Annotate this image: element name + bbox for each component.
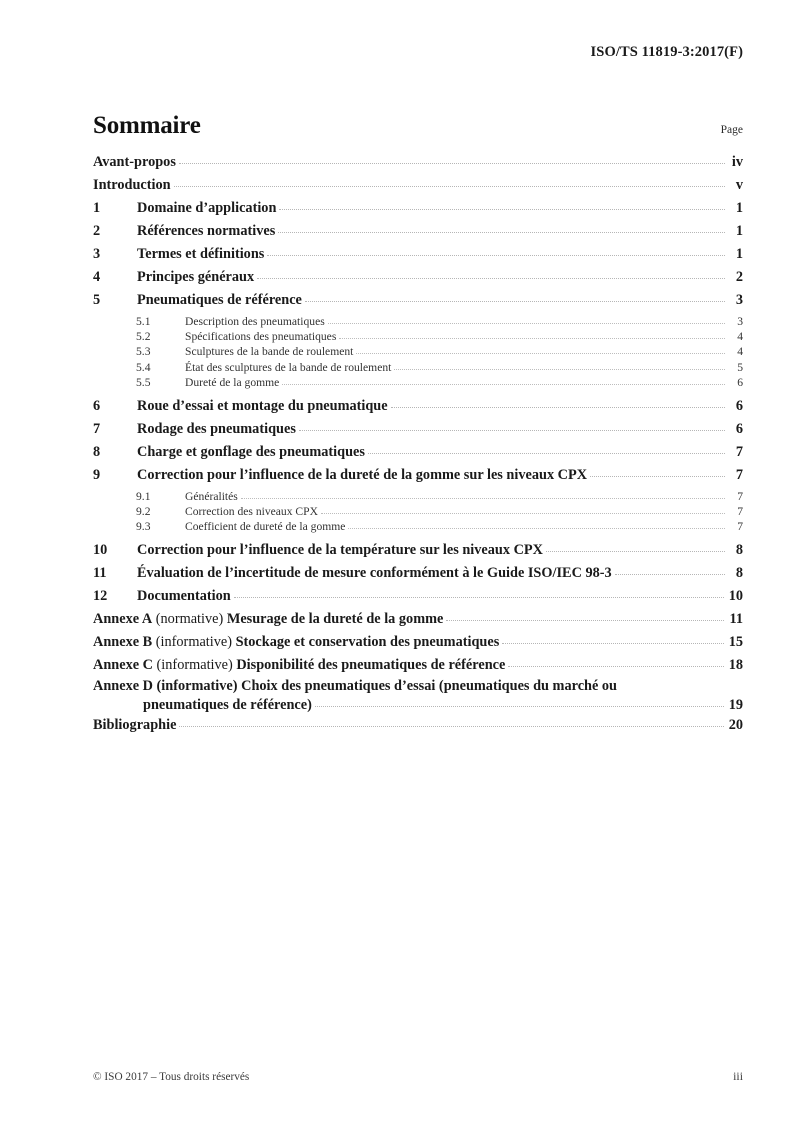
toc-entry-page: iv (731, 154, 743, 171)
toc-entry-page: 5 (737, 360, 743, 374)
toc-entry-clause-5[interactable] (93, 290, 743, 313)
dot-leader (296, 419, 727, 433)
toc-entry-number: 5.5 (136, 376, 151, 390)
toc-entry-title: Charge et gonflage des pneumatiques (137, 444, 365, 461)
toc-entry-annex-c[interactable] (93, 655, 743, 678)
toc-entry-title (93, 678, 743, 695)
toc-entry-number: 12 (93, 588, 108, 605)
toc-entry-title: Spécifications des pneumatiques (185, 329, 337, 343)
toc-entry-number: 9.1 (136, 489, 151, 503)
toc-entry-title: Correction des niveaux CPX (185, 504, 318, 518)
toc-entry-title: Introduction (93, 177, 171, 194)
dot-leader (318, 503, 727, 515)
dot-leader (171, 175, 727, 189)
toc-entry-number: 5.2 (136, 329, 151, 343)
toc-entry-number: 7 (93, 421, 101, 438)
toc-entry-clause-2[interactable] (93, 221, 743, 244)
toc-entry-number: 5 (93, 292, 101, 309)
toc-entry-clause-5-4[interactable] (93, 359, 743, 374)
toc-entry-page: 6 (735, 421, 743, 438)
toc-entry-clause-7[interactable] (93, 419, 743, 442)
toc-entry-title (93, 634, 499, 651)
dot-leader (312, 695, 726, 709)
toc-entry-page: 6 (735, 398, 743, 415)
dot-leader (279, 375, 727, 387)
toc-entry-number: 5.1 (136, 314, 151, 328)
toc-entry-title (93, 611, 443, 628)
dot-leader (276, 198, 727, 212)
toc-entry-page: 6 (737, 376, 743, 390)
copyright-notice: © ISO 2017 – Tous droits réservés (93, 1071, 250, 1083)
page-column-label: Page (720, 124, 743, 136)
toc-entry-title: Description des pneumatiques (185, 314, 325, 328)
toc-entry-page: 8 (735, 565, 743, 582)
toc-entry-clause-9[interactable] (93, 465, 743, 488)
toc-entry-title-continuation (93, 695, 743, 714)
toc-entry-page: 4 (737, 345, 743, 359)
toc-entry-clause-4[interactable] (93, 267, 743, 290)
toc-entry-title: Documentation (137, 588, 231, 605)
dot-leader (499, 632, 725, 646)
toc-entry-clause-5-2[interactable] (93, 328, 743, 343)
toc-entry-page: 3 (737, 314, 743, 328)
toc-entry-number: 2 (93, 223, 101, 240)
toc-entry-clause-11[interactable] (93, 563, 743, 586)
toc-entry-title: Correction pour l’influence de la température sur les niveaux CPX (137, 542, 543, 559)
dot-leader (353, 344, 727, 356)
toc-entry-annex-a[interactable] (93, 609, 743, 632)
toc-entry-number: 9 (93, 467, 101, 484)
document-reference-header: ISO/TS 11819-3:2017(F) (590, 44, 743, 60)
toc-entry-page: 10 (728, 588, 743, 605)
table-of-contents (93, 152, 743, 737)
dot-leader (254, 267, 727, 281)
dot-leader (391, 359, 727, 371)
dot-leader (176, 152, 727, 166)
page-folio: iii (733, 1069, 743, 1083)
toc-entry-bibliography[interactable] (93, 714, 743, 737)
dot-leader (505, 655, 725, 669)
toc-entry-page: 7 (737, 520, 743, 534)
toc-entry-clause-3[interactable] (93, 244, 743, 267)
toc-entry-page: 2 (735, 269, 743, 286)
toc-entry-number: 9.2 (136, 504, 151, 518)
toc-entry-page: 1 (735, 246, 743, 263)
page-footer (93, 1069, 743, 1084)
toc-entry-annex-d[interactable] (93, 678, 743, 714)
toc-entry-number: 5.4 (136, 360, 151, 374)
toc-entry-page: v (735, 177, 743, 194)
toc-entry-title: Généralités (185, 489, 238, 503)
dot-leader (275, 221, 727, 235)
toc-entry-title: Références normatives (137, 223, 276, 240)
toc-entry-page: 7 (735, 467, 743, 484)
toc-entry-number: 1 (93, 200, 101, 217)
toc-entry-annex-b[interactable] (93, 632, 743, 655)
toc-entry-page: 1 (735, 223, 743, 240)
toc-entry-number: 10 (93, 542, 108, 559)
toc-entry-number: 4 (93, 269, 101, 286)
toc-title-row (93, 106, 743, 140)
toc-entry-page: 18 (728, 657, 743, 674)
dot-leader (587, 465, 727, 479)
dot-leader (302, 290, 727, 304)
toc-entry-clause-5-1[interactable] (93, 313, 743, 328)
toc-entry-number: 11 (93, 565, 107, 582)
annex-kind-text: (normative) (155, 611, 224, 628)
toc-entry-clause-9-2[interactable] (93, 503, 743, 518)
dot-leader (238, 488, 727, 500)
toc-entry-title: Bibliographie (93, 716, 177, 733)
toc-entry-clause-5-3[interactable] (93, 344, 743, 359)
toc-entry-number: 8 (93, 444, 101, 461)
annex-title-text: Disponibilité des pneumatiques de référence (236, 657, 506, 674)
dot-leader (231, 586, 726, 600)
dot-leader (264, 244, 727, 258)
toc-entry-title: Coefficient de dureté de la gomme (185, 520, 346, 534)
dot-leader (543, 540, 727, 554)
toc-entry-title: Dureté de la gomme (185, 376, 280, 390)
annex-title-text: Stockage et conservation des pneumatiques (235, 634, 500, 651)
toc-entry-title: Évaluation de l’incertitude de mesure conformément à le Guide ISO/IEC 98-3 (137, 565, 612, 582)
toc-entry-clause-8[interactable] (93, 442, 743, 465)
toc-entry-clause-10[interactable] (93, 540, 743, 563)
toc-entry-number: 5.3 (136, 345, 151, 359)
dot-leader (345, 519, 727, 531)
toc-entry-number: 3 (93, 246, 101, 263)
dot-leader (388, 396, 727, 410)
toc-entry-title (93, 657, 505, 674)
toc-entry-title: Roue d’essai et montage du pneumatique (137, 398, 388, 415)
dot-leader (336, 328, 727, 340)
annex-title-text-line2: pneumatiques de référence) (143, 697, 312, 714)
toc-entry-title: Pneumatiques de référence (137, 292, 302, 309)
dot-leader (365, 442, 727, 456)
toc-entry-page: 4 (737, 329, 743, 343)
dot-leader (443, 609, 726, 623)
toc-entry-clause-1[interactable] (93, 198, 743, 221)
toc-entry-title: Avant-propos (93, 154, 176, 171)
dot-leader (325, 313, 727, 325)
annex-kind-text: (informative) (156, 657, 233, 674)
dot-leader (176, 714, 725, 728)
toc-entry-introduction[interactable] (93, 175, 743, 198)
toc-entry-page: 3 (735, 292, 743, 309)
page-title: Sommaire (93, 112, 201, 139)
annex-label: Annexe B (93, 634, 153, 651)
toc-entry-title: Correction pour l’influence de la dureté de la gomme sur les niveaux CPX (137, 467, 588, 484)
annex-kind-text: (informative) (156, 678, 238, 695)
toc-entry-page: 20 (728, 716, 743, 733)
toc-entry-page: 1 (735, 200, 743, 217)
toc-entry-title: État des sculptures de la bande de roulement (185, 360, 392, 374)
toc-entry-title: Principes généraux (137, 269, 255, 286)
annex-label: Annexe C (93, 657, 153, 674)
annex-label: Annexe A (93, 611, 153, 628)
toc-entry-page: 7 (735, 444, 743, 461)
annex-kind-text: (informative) (155, 634, 232, 651)
toc-entry-clause-9-3[interactable] (93, 519, 743, 534)
toc-entry-number: 9.3 (136, 520, 151, 534)
toc-entry-page: 11 (729, 611, 743, 628)
toc-entry-avant-propos[interactable] (93, 152, 743, 175)
annex-title-text: Choix des pneumatiques d’essai (pneumatiques du marché ou (241, 678, 618, 695)
toc-entry-title: Termes et définitions (137, 246, 265, 263)
toc-entry-page: 8 (735, 542, 743, 559)
toc-entry-title: Sculptures de la bande de roulement (185, 345, 354, 359)
toc-entry-title: Domaine d’application (137, 200, 277, 217)
toc-entry-clause-9-1[interactable] (93, 488, 743, 503)
toc-entry-page: 19 (728, 697, 743, 714)
dot-leader (612, 563, 727, 577)
toc-entry-clause-6[interactable] (93, 396, 743, 419)
annex-label: Annexe D (93, 678, 153, 695)
toc-entry-number: 6 (93, 398, 101, 415)
toc-entry-page: 15 (728, 634, 743, 651)
toc-entry-page: 7 (737, 504, 743, 518)
toc-entry-page: 7 (737, 489, 743, 503)
toc-entry-title: Rodage des pneumatiques (137, 421, 296, 438)
toc-entry-clause-5-5[interactable] (93, 375, 743, 390)
toc-entry-clause-12[interactable] (93, 586, 743, 609)
annex-title-text: Mesurage de la dureté de la gomme (226, 611, 444, 628)
